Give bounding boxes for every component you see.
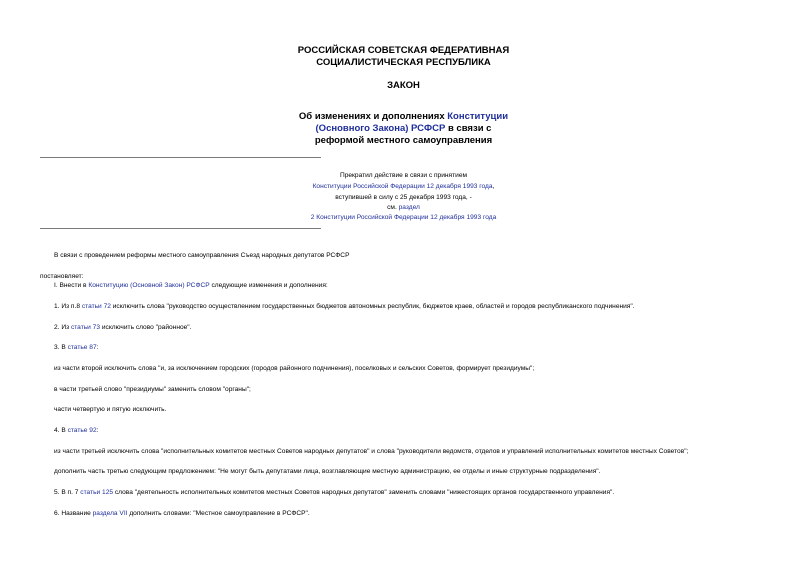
article-73-link[interactable]: статьи 73 <box>70 324 101 331</box>
divider-top <box>40 157 321 158</box>
item-4 <box>54 426 98 435</box>
item-3b: в части третьей слово "президиумы" заменить словом "органы"; <box>54 386 251 393</box>
para-text: 4. В <box>54 427 68 434</box>
para-text: I. Внести в <box>54 282 89 289</box>
resolves-text: постановляет: <box>40 273 84 280</box>
constitution-rsfsr-link[interactable]: Конституцию (Основной Закон) РСФСР <box>88 282 210 289</box>
para-text: 6. Название <box>54 510 93 517</box>
note-text: см. <box>387 204 399 211</box>
status-note-line3: вступившей в силу с 25 декабря 1993 года, - <box>335 194 472 201</box>
para-text: 1. Из п.8 <box>54 303 82 310</box>
law-title-line1 <box>0 111 807 123</box>
item-1 <box>54 302 635 311</box>
article-87-link[interactable]: статье 87 <box>67 344 97 351</box>
para-text: дополнить словами: "Местное самоуправление в РСФСР". <box>127 510 310 517</box>
basic-law-link[interactable]: (Основного Закона) РСФСР <box>315 123 446 134</box>
republic-name-line2: СОЦИАЛИСТИЧЕСКАЯ РЕСПУБЛИКА <box>316 57 491 68</box>
item-5 <box>54 488 614 497</box>
status-note-line5 <box>0 212 807 223</box>
intro-paragraph: В связи с проведением реформы местного самоуправления Съезд народных депутатов РСФСР <box>54 252 350 259</box>
item-3a: из части второй исключить слова "и, за исключением городских (городов районного подчинения), поселковых и сельских Советов, формирует президиумы"; <box>54 365 535 372</box>
para-text: следующие изменения и дополнения: <box>209 282 328 289</box>
note-text: , <box>492 183 495 190</box>
article-125-link[interactable]: статьи 125 <box>80 489 114 496</box>
law-title-line2 <box>0 123 807 135</box>
title-text: в связи с <box>445 123 492 134</box>
republic-name-line1: РОССИЙСКАЯ СОВЕТСКАЯ ФЕДЕРАТИВНАЯ <box>297 45 510 56</box>
item-4b: дополнить часть третью следующим предложением: "Не могут быть депутатами лица, возглавляющие местную администрацию, ее отделы и иные структурные подразделения". <box>54 468 601 475</box>
document-type: ЗАКОН <box>387 80 420 91</box>
constitution-link[interactable]: Конституции <box>447 111 509 122</box>
status-note-line1: Прекратил действие в связи с принятием <box>339 172 468 179</box>
section-2-constitution-link[interactable]: 2 Конституции Российской Федерации 12 декабря 1993 года <box>310 214 497 221</box>
para-text: : <box>96 344 99 351</box>
para-text: исключить слова "руководство осуществлением государственных бюджетов автономных республик, бюджетов краев, областей и городов республиканского подчинения". <box>110 303 635 310</box>
para-text: : <box>96 427 99 434</box>
item-4a: из части третьей исключить слова "исполнительных комитетов местных Советов народных депутатов" и слова "руководители ведомств, отделов и управлений исполнительных комитетов местных Советов"; <box>54 448 689 455</box>
status-note-line2 <box>0 181 807 192</box>
item-3c: части четвертую и пятую исключить. <box>54 406 167 413</box>
para-text: 2. Из <box>54 324 71 331</box>
para-text: исключить слово "районное". <box>100 324 192 331</box>
para-text: 3. В <box>54 344 68 351</box>
item-6 <box>54 509 310 518</box>
constitution-1993-link[interactable]: Конституции Российской Федерации 12 декабря 1993 года <box>312 183 493 190</box>
law-title-line3: реформой местного самоуправления <box>314 135 493 146</box>
divider-bottom <box>40 228 321 229</box>
para-text: слова "деятельность исполнительных комитетов местных Советов народных депутатов" заменить словами "нижестоящих органов государственного управления". <box>113 489 615 496</box>
item-3 <box>54 343 98 352</box>
para-text: 5. В п. 7 <box>54 489 81 496</box>
article-72-link[interactable]: статьи 72 <box>81 303 111 310</box>
section-I <box>54 281 328 290</box>
section-vii-link[interactable]: раздела VII <box>92 510 128 517</box>
section-link[interactable]: раздел <box>398 204 420 211</box>
title-text: Об изменениях и дополнениях <box>298 111 448 122</box>
article-92-link[interactable]: статье 92 <box>67 427 97 434</box>
item-2 <box>54 323 191 332</box>
